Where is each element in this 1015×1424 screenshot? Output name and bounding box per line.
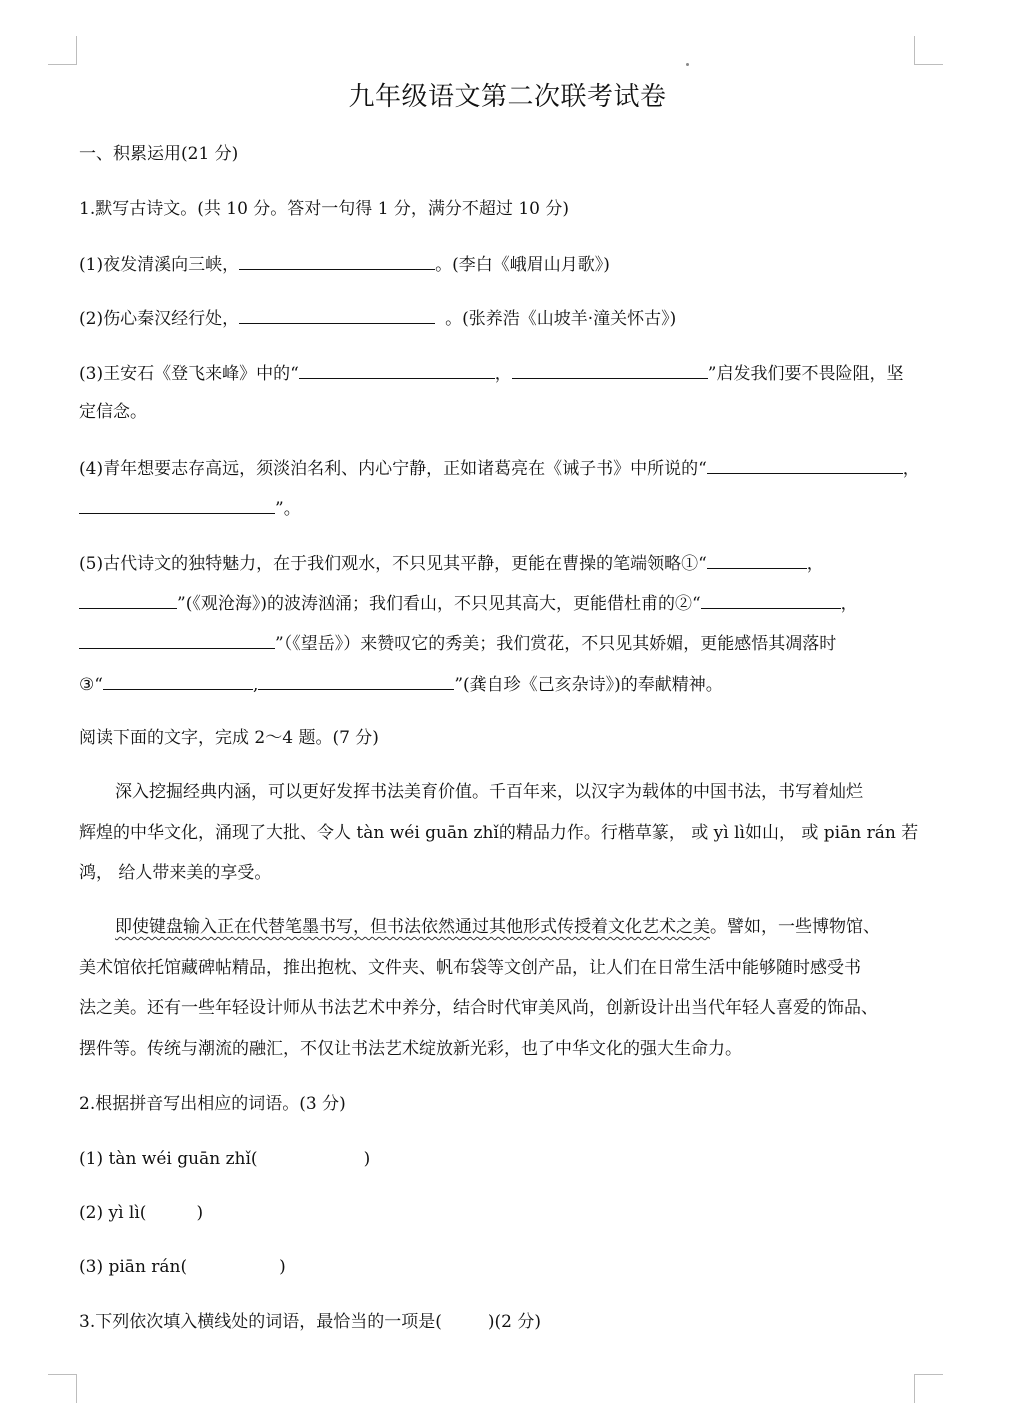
q2-item-3: (3) piān rán( ) (79, 1257, 286, 1277)
answer-blank[interactable] (707, 456, 903, 474)
q3-heading: 3.下列依次填入横线处的词语，最恰当的一项是( )(2 分) (79, 1312, 541, 1332)
q1-item-3: (3)王安石《登飞来峰》中的“ ， ”启发我们要不畏险阻，坚 (79, 361, 903, 385)
crop-mark-top-left (48, 36, 77, 65)
q1-item-5-line3: ”（《望岳》）来赞叹它的秀美；我们赏花，不只见其娇媚，更能感悟其凋落时 (79, 631, 836, 655)
q1-item-4-cont: ”。 (79, 496, 301, 520)
crop-mark-bottom-right (914, 1374, 943, 1403)
answer-blank[interactable] (701, 591, 841, 609)
q1-item-4: (4)青年想要志存高远，须淡泊名利、内心宁静，正如诸葛亮在《诫子书》中所说的“ ， (79, 456, 920, 480)
crop-mark-top-right (914, 36, 943, 65)
q1-item-5-line1: (5)古代诗文的独特魅力，在于我们观水，不只见其平静，更能在曹操的笔端领略①“ ， (79, 551, 824, 575)
passage-p1-line3: 鸿， 给人带来美的享受。 (79, 863, 272, 883)
q1-item-2: (2)伤心秦汉经行处， 。(张养浩《山坡羊·潼关怀古》) (79, 306, 676, 330)
answer-blank[interactable] (707, 551, 807, 569)
q1-item-1: (1)夜发清溪向三峡， 。(李白《峨眉山月歌》) (79, 252, 610, 276)
answer-blank[interactable] (79, 496, 275, 514)
answer-blank[interactable] (79, 631, 275, 649)
q1-heading: 1.默写古诗文。(共 10 分。答对一句得 1 分，满分不超过 10 分) (79, 199, 569, 219)
answer-blank[interactable] (512, 361, 708, 379)
answer-blank[interactable] (79, 591, 177, 609)
passage-p1-line2: 辉煌的中华文化，涌现了大批、令人 tàn wéi guān zhǐ的精品力作。行楷草篆， 或 yì lì如山， 或 piān rán 若 (79, 823, 919, 843)
q1-item-5-line2: ”(《观沧海》)的波涛汹涌；我们看山，不只见其高大，更能借杜甫的②“ ， (79, 591, 858, 615)
passage-p2-line1: 即使键盘输入正在代替笔墨书写，但书法依然通过其他形式传授着文化艺术之美。譬如，一些博物馆、 (115, 917, 880, 937)
wavy-underlined-sentence: 即使键盘输入正在代替笔墨书写，但书法依然通过其他形式传授着文化艺术之美 (115, 917, 710, 937)
crop-mark-bottom-left (48, 1374, 77, 1403)
passage-p2-line3: 法之美。还有一些年轻设计师从书法艺术中养分，结合时代审美风尚，创新设计出当代年轻人喜爱的饰品、 (79, 998, 878, 1018)
page-title: 九年级语文第二次联考试卷 (348, 82, 667, 112)
q2-item-1: (1) tàn wéi guān zhǐ( ) (79, 1149, 371, 1169)
answer-blank[interactable] (103, 672, 253, 690)
passage-p2-line2: 美术馆依托馆藏碑帖精品，推出抱枕、文件夹、帆布袋等文创产品，让人们在日常生活中能够随时感受书 (79, 958, 861, 978)
q1-item-3-cont: 定信念。 (79, 402, 147, 422)
answer-blank[interactable] (258, 672, 454, 690)
q2-heading: 2.根据拼音写出相应的词语。(3 分) (79, 1094, 346, 1114)
answer-blank[interactable] (239, 252, 435, 270)
stray-dot (686, 63, 689, 66)
answer-blank[interactable] (239, 306, 435, 324)
q1-item-5-line4: ③“ , ”(龚自珍《己亥杂诗》)的奉献精神。 (79, 672, 723, 696)
q2-item-2: (2) yì lì( ) (79, 1203, 204, 1223)
section-heading: 一、积累运用(21 分) (79, 144, 239, 164)
passage-p1-line1: 深入挖掘经典内涵，可以更好发挥书法美育价值。千百年来，以汉字为载体的中国书法，书写着灿烂 (115, 782, 863, 802)
answer-blank[interactable] (299, 361, 495, 379)
passage-p2-line4: 摆件等。传统与潮流的融汇，不仅让书法艺术绽放新光彩，也了中华文化的强大生命力。 (79, 1039, 742, 1059)
reading-intro: 阅读下面的文字，完成 2～4 题。(7 分) (79, 728, 379, 748)
